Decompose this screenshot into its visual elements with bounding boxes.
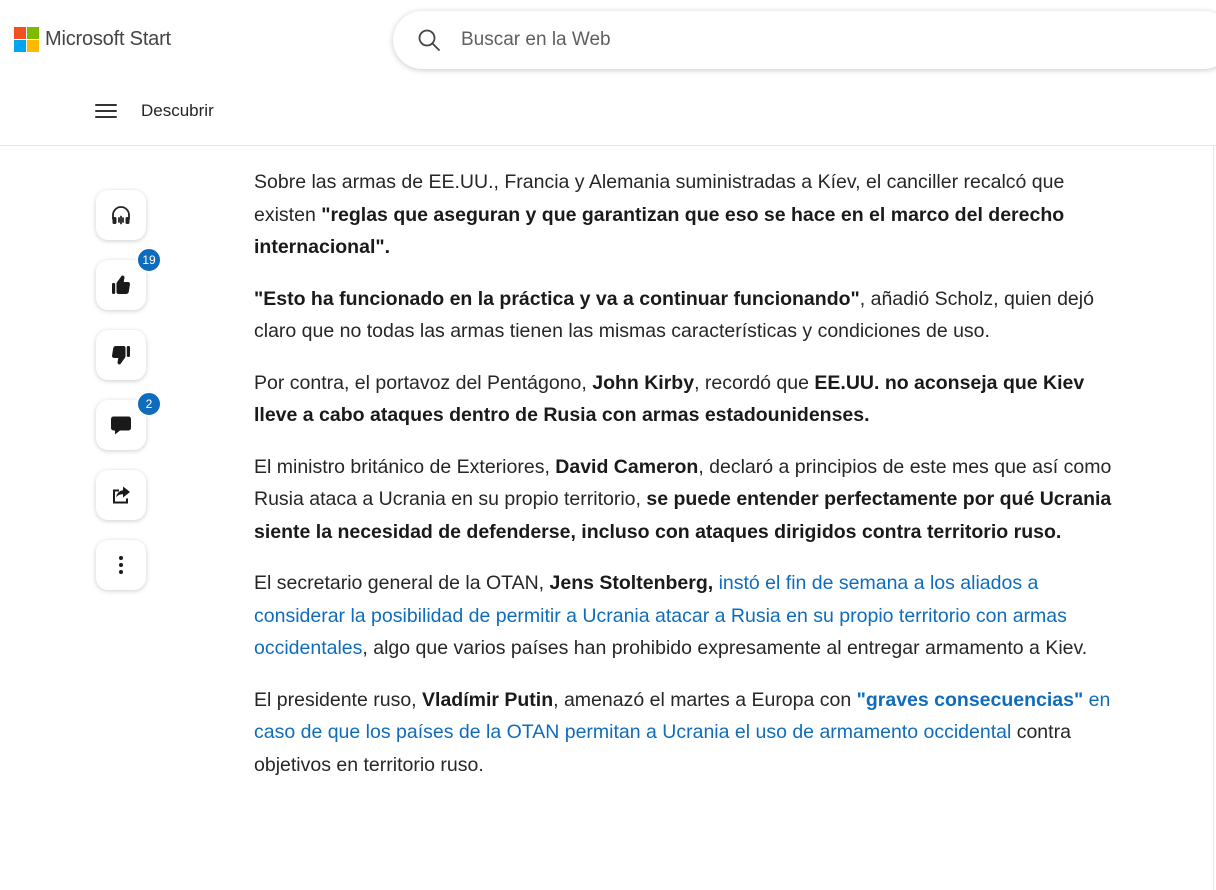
brand-name: Microsoft Start bbox=[45, 28, 171, 50]
person-name: David Cameron bbox=[555, 455, 699, 478]
right-divider bbox=[1213, 146, 1214, 890]
paragraph-text: , añadió Scholz, quien dejó claro que no todas las armas tienen las mismas características y condiciones de uso. bbox=[254, 287, 1094, 342]
headphones-icon bbox=[109, 203, 133, 227]
like-count-badge: 19 bbox=[136, 247, 162, 273]
thumbs-down-icon bbox=[109, 343, 133, 367]
paragraph-text: , amenazó el martes a Europa con bbox=[553, 688, 857, 711]
article-paragraph bbox=[254, 367, 1114, 432]
paragraph-bold-quote: "reglas que aseguran y que garantizan que eso se hace en el marco del derecho internacional". bbox=[254, 203, 1065, 258]
article-paragraph bbox=[254, 567, 1114, 665]
paragraph-text: El ministro británico de Exteriores, bbox=[254, 455, 556, 478]
search-box[interactable] bbox=[393, 11, 1216, 69]
comment-icon bbox=[109, 413, 133, 437]
person-name: Vladímir Putin bbox=[422, 688, 554, 711]
paragraph-text: El secretario general de la OTAN, bbox=[254, 572, 550, 594]
brand-logo-link[interactable] bbox=[14, 27, 171, 52]
share-icon bbox=[109, 483, 133, 507]
more-options-button[interactable] bbox=[96, 540, 146, 590]
article-paragraph bbox=[254, 166, 1114, 264]
paragraph-text: Por contra, el portavoz del Pentágono, bbox=[254, 371, 593, 394]
paragraph-text: Sobre las armas de EE.UU., Francia y Alemania suministradas a Kíev, el canciller recalcó que existen bbox=[254, 171, 1065, 226]
search-input[interactable] bbox=[461, 25, 1161, 55]
hamburger-menu-icon[interactable] bbox=[95, 104, 117, 122]
nav-discover-link[interactable]: Descubrir bbox=[141, 101, 214, 120]
thumbs-up-icon bbox=[109, 273, 133, 297]
article-paragraph bbox=[254, 283, 1114, 348]
more-vertical-icon bbox=[109, 553, 133, 577]
paragraph-text: , algo que varios países han prohibido expresamente al entregar armamento a Kiev. bbox=[362, 637, 1088, 659]
paragraph-text: contra objetivos en territorio ruso. bbox=[254, 721, 1071, 776]
share-button[interactable] bbox=[96, 470, 146, 520]
dislike-button[interactable] bbox=[96, 330, 146, 380]
paragraph-text: , declaró a principios de este mes que así como Rusia ataca a Ucrania en su propio territorio, bbox=[254, 455, 1112, 510]
article-paragraph bbox=[254, 684, 1114, 782]
search-icon[interactable] bbox=[417, 28, 441, 52]
nav-bar bbox=[0, 82, 1216, 146]
paragraph-bold-statement: se puede entender perfectamente por qué Ucrania siente la necesidad de defenderse, incluso con ataques dirigidos contra territorio ruso. bbox=[254, 488, 1112, 543]
paragraph-text: , recordó que bbox=[694, 371, 815, 394]
article-inline-link[interactable]: instó el fin de semana a los aliados a considerar la posibilidad de permitir a Ucrania atacar a Rusia en su propio territorio con armas occidentales bbox=[254, 572, 1067, 659]
listen-button[interactable] bbox=[96, 190, 146, 240]
article-paragraph bbox=[254, 451, 1114, 549]
article-body bbox=[254, 166, 1114, 800]
paragraph-bold-statement: EE.UU. no aconseja que Kiev lleve a cabo ataques dentro de Rusia con armas estadounidenses. bbox=[254, 371, 1085, 426]
microsoft-logo-icon bbox=[14, 27, 39, 52]
person-name: Jens Stoltenberg, bbox=[549, 572, 714, 594]
paragraph-text: El presidente ruso, bbox=[254, 688, 423, 711]
comment-count-badge: 2 bbox=[136, 391, 162, 417]
link-bold-quote[interactable]: "graves consecuencias" bbox=[856, 688, 1084, 711]
paragraph-bold-quote: "Esto ha funcionado en la práctica y va a continuar funcionando" bbox=[254, 287, 860, 310]
link-text[interactable]: en caso de que los países de la OTAN permitan a Ucrania el uso de armamento occidental bbox=[254, 688, 1111, 743]
top-bar bbox=[0, 0, 1216, 82]
person-name: John Kirby bbox=[592, 371, 695, 394]
